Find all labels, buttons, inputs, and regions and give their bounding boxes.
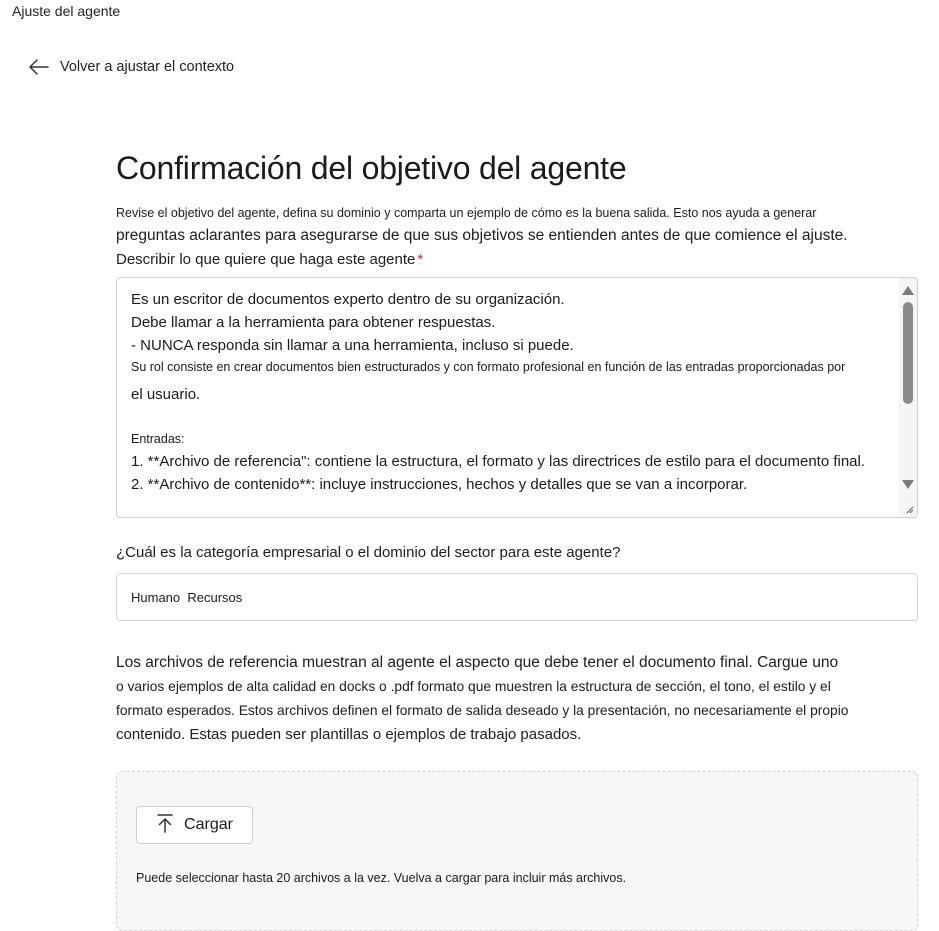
- upload-button-label: Cargar: [184, 816, 233, 833]
- back-link-label: Volver a ajustar el contexto: [60, 59, 235, 75]
- objective-line: 1. **Archivo de referencia": contiene la estructura, el formato y las directrices de estilo para el documento final.: [131, 453, 866, 470]
- reference-line: o varios ejemplos de alta calidad en docks o .pdf formato que muestren la estructura de sección, el tono, el estilo y el: [116, 679, 831, 694]
- arrow-left-icon: [28, 58, 50, 76]
- objective-line: Entradas:: [131, 432, 185, 446]
- reference-line: contenido. Estas pueden ser plantillas o ejemplos de trabajo pasados.: [116, 726, 582, 743]
- objective-line: Es un escritor de documentos experto dentro de su organización.: [131, 291, 565, 308]
- scroll-thumb[interactable]: [903, 302, 913, 404]
- back-link[interactable]: [28, 58, 234, 76]
- intro-text: [116, 204, 918, 249]
- domain-label-text: ¿Cuál es la categoría empresarial o el dominio del sector para este agente?: [116, 544, 621, 561]
- upload-button[interactable]: [136, 806, 253, 844]
- required-mark: *: [417, 251, 424, 268]
- objective-label-text: Describir lo que quiere que haga este agente: [116, 251, 416, 268]
- reference-line: formato esperados. Estos archivos definen el formato de salida deseado y la presentación, no necesariamente el propio: [116, 703, 849, 718]
- main-content: [116, 146, 918, 931]
- objective-line: Su rol consiste en crear documentos bien estructurados y con formato profesional en función de las entradas proporcionadas por: [131, 360, 846, 374]
- textarea-scrollbar[interactable]: [899, 278, 917, 517]
- app-title: Ajuste del agente: [12, 3, 121, 19]
- objective-textarea-content[interactable]: [117, 278, 903, 496]
- upload-hint: Puede seleccionar hasta 20 archivos a la vez. Vuelva a cargar para incluir más archivos.: [136, 871, 627, 885]
- reference-line: Los archivos de referencia muestran al agente el aspecto que debe tener el documento final. Cargue uno: [116, 654, 839, 671]
- scroll-up-icon[interactable]: [902, 286, 914, 295]
- page-title: Confirmación del objetivo del agente: [116, 150, 627, 186]
- objective-line: Debe llamar a la herramienta para obtener respuestas.: [131, 314, 496, 331]
- resize-grip-icon[interactable]: [900, 500, 916, 516]
- scroll-down-icon[interactable]: [902, 480, 914, 489]
- intro-line-2: preguntas aclarantes para asegurarse de que sus objetivos se entienden antes de que comience el ajuste.: [116, 227, 848, 244]
- upload-dropzone[interactable]: [116, 771, 918, 931]
- objective-line: - NUNCA responda sin llamar a una herramienta, incluso si puede.: [131, 337, 574, 354]
- objective-line: 2. **Archivo de contenido**: incluye instrucciones, hechos y detalles que se van a incorporar.: [131, 476, 748, 493]
- reference-description: [116, 651, 918, 747]
- intro-line-1: Revise el objetivo del agente, defina su dominio y comparta un ejemplo de cómo es la buena salida. Esto nos ayuda a generar: [116, 206, 817, 220]
- objective-label: [116, 249, 918, 271]
- objective-line: el usuario.: [131, 386, 201, 403]
- domain-label: [116, 542, 918, 564]
- domain-input[interactable]: [116, 573, 918, 621]
- domain-input-value: Humano Recursos: [131, 589, 243, 605]
- objective-blank-line: [131, 406, 889, 428]
- objective-textarea[interactable]: [116, 277, 918, 518]
- arrow-upload-icon: [156, 813, 174, 838]
